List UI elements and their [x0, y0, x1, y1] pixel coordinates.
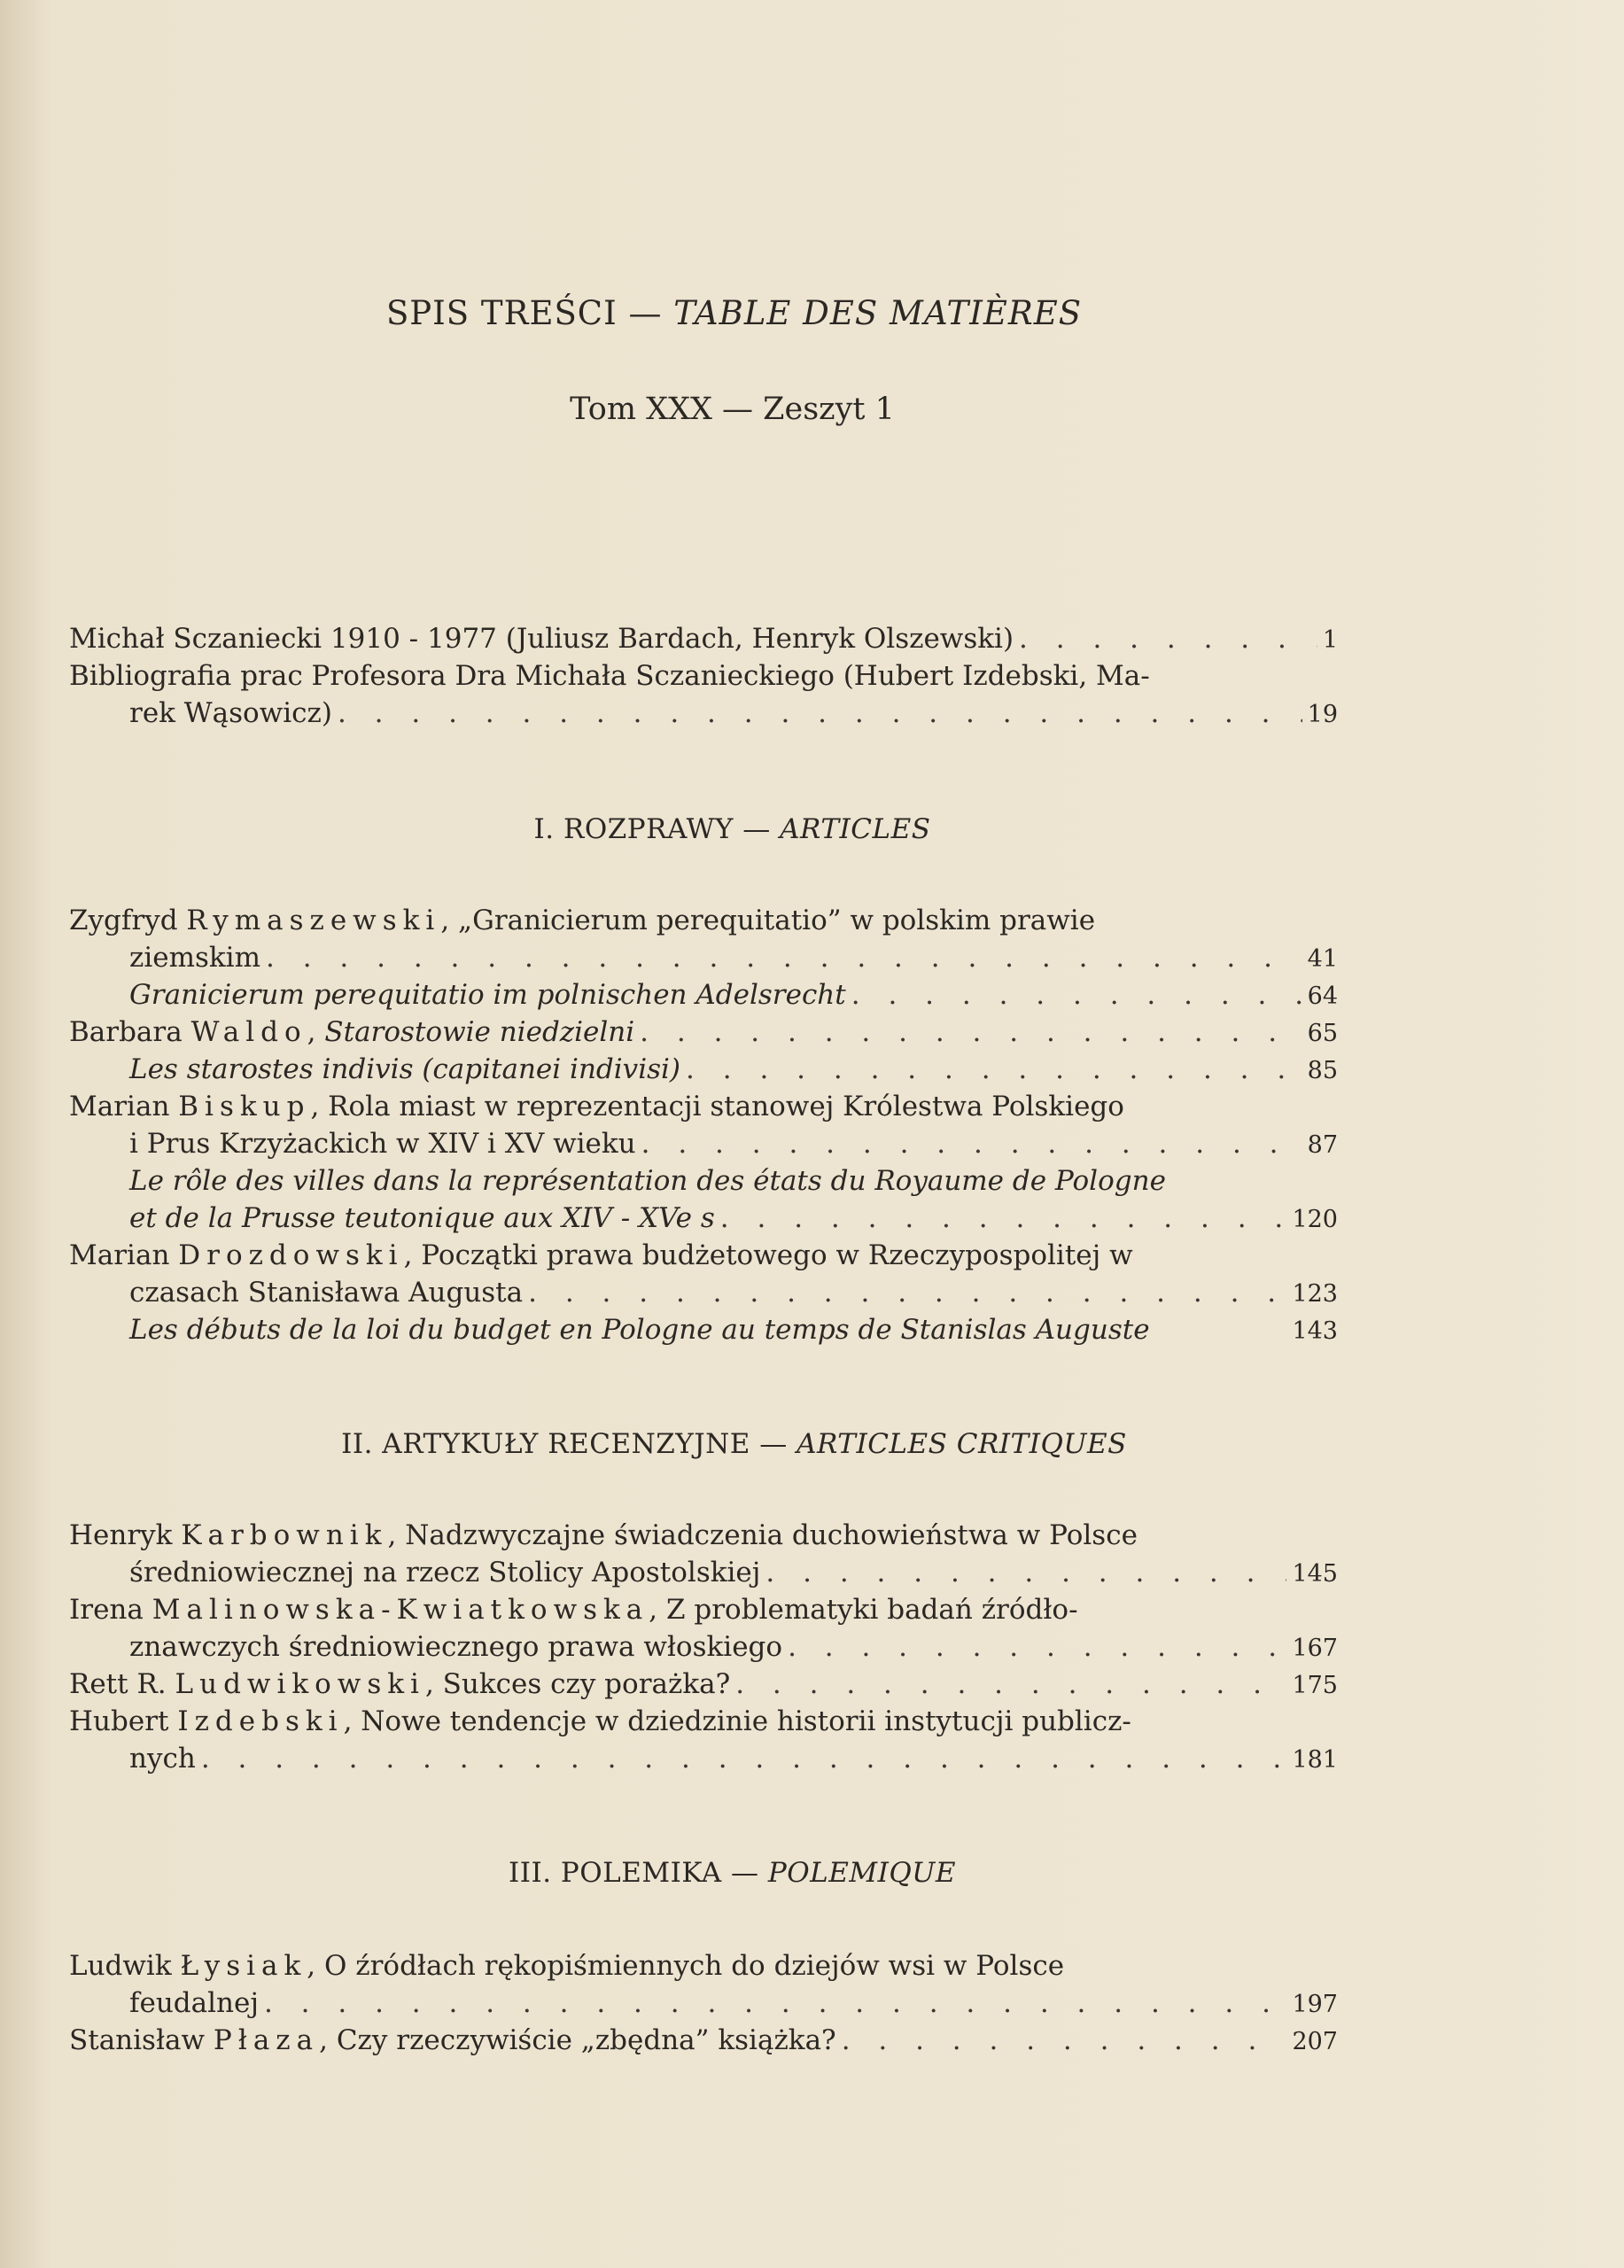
entry-title-continued: czasach Stanisława Augusta: [129, 1277, 524, 1309]
summary-title: Granicierum perequitatio im polnischen Adelsrecht: [129, 979, 846, 1011]
leader-dots: [686, 1051, 1302, 1088]
page-number: 167: [1292, 1635, 1338, 1662]
leader-dots: [528, 1274, 1286, 1311]
toc-entry: [69, 1517, 1338, 1591]
entry-title-continued: znawczych średniowiecznego prawa włoskiego: [129, 1631, 783, 1663]
section-polemika: [69, 1947, 1338, 2059]
leader-dots: [765, 1554, 1286, 1591]
leader-dots: [641, 1125, 1302, 1162]
entry-author: Barbara Waldo, Starostowie niedzielni: [69, 1016, 635, 1048]
entry-title-continued: feudalnej: [129, 1987, 259, 2019]
toc-entry: [69, 1088, 1338, 1162]
toc-summary: [69, 976, 1338, 1014]
leader-dots: [842, 2022, 1287, 2059]
section-heading-artykuly-recenzyjne: [0, 1428, 1546, 1460]
page-title-plain: SPIS TREŚCI —: [385, 294, 663, 332]
entry-title-continued: średniowiecznej na rzecz Stolicy Apostolskiej: [129, 1557, 761, 1588]
summary-title: Les débuts de la loi du budget en Pologne au temps de Stanislas Auguste: [129, 1314, 1150, 1346]
summary-title-continued: et de la Prusse teutonique aux XIV - XVe s: [129, 1202, 715, 1234]
entry-title: Michał Sczaniecki 1910 - 1977 (Juliusz Bardach, Henryk Olszewski): [69, 623, 1014, 655]
entry-author: Marian Biskup, Rola miast w reprezentacji stanowej Królestwa Polskiego: [69, 1091, 1124, 1122]
volume-heading: Tom XXX — Zeszyt 1: [570, 392, 895, 427]
page-number: 87: [1307, 1131, 1338, 1159]
entry-author: Irena Malinowska-Kwiatkowska, Z problematyki badań źródło-: [69, 1594, 1078, 1626]
section-heading-italic: ARTICLES: [780, 813, 931, 845]
page-number: 175: [1292, 1672, 1338, 1699]
toc-summary: [69, 1311, 1338, 1348]
toc-entry: [69, 2022, 1338, 2059]
toc-entry: [69, 1014, 1338, 1051]
entry-author: Henryk Karbownik, Nadzwyczajne świadczenia duchowieństwa w Polsce: [69, 1519, 1138, 1551]
page-title: [0, 294, 1546, 332]
page-number: 207: [1292, 2028, 1338, 2055]
entry-title: Bibliografia prac Profesora Dra Michała Sczanieckiego (Hubert Izdebski, Ma-: [69, 660, 1150, 692]
summary-title: Les starostes indivis (capitanei indivisi): [129, 1053, 681, 1085]
page-title-italic: TABLE DES MATIÈRES: [673, 294, 1083, 332]
page-number: 65: [1307, 1020, 1338, 1047]
leader-dots: [338, 695, 1302, 732]
entry-author: Marian Drozdowski, Początki prawa budżetowego w Rzeczypospolitej w: [69, 1239, 1133, 1271]
section-heading-italic: ARTICLES CRITIQUES: [796, 1428, 1127, 1460]
page-number: 64: [1307, 983, 1338, 1010]
entry-title-continued: ziemskim: [129, 942, 260, 974]
toc-entry: [69, 620, 1338, 657]
page-number: 85: [1307, 1057, 1338, 1084]
toc-entry: [69, 1237, 1338, 1311]
toc-entry: [69, 657, 1338, 732]
front-matter: [69, 620, 1338, 732]
entry-title-continued: rek Wąsowicz): [129, 697, 332, 729]
summary-title: Le rôle des villes dans la représentation des états du Royaume de Pologne: [129, 1165, 1166, 1197]
leader-dots: [720, 1200, 1287, 1237]
section-heading-plain: I. ROZPRAWY —: [533, 813, 771, 845]
section-heading-plain: II. ARTYKUŁY RECENZYJNE —: [341, 1428, 788, 1460]
entry-author: Ludwik Łysiak, O źródłach rękopiśmiennych do dziejów wsi w Polsce: [69, 1950, 1065, 1982]
toc-entry: [69, 902, 1338, 976]
leader-dots: [851, 976, 1302, 1014]
section-heading-rozprawy: [0, 813, 1544, 845]
entry-title-continued: nych: [129, 1743, 196, 1775]
entry-author: Rett R. Ludwikowski, Sukces czy porażka?: [69, 1668, 731, 1700]
page-number: 145: [1292, 1560, 1338, 1588]
section-heading-polemika: [0, 1857, 1544, 1889]
section-heading-plain: III. POLEMIKA —: [508, 1857, 759, 1889]
page-number: 19: [1307, 701, 1338, 728]
leader-dots: [788, 1628, 1286, 1666]
toc-entry: [69, 1947, 1338, 2022]
section-artykuly-recenzyjne: [69, 1517, 1338, 1777]
section-heading-italic: POLEMIQUE: [767, 1857, 957, 1889]
toc-summary: [69, 1051, 1338, 1088]
toc-entry: [69, 1666, 1338, 1703]
page-number: 120: [1292, 1206, 1338, 1233]
entry-author: Stanisław Płaza, Czy rzeczywiście „zbędna” książka?: [69, 2024, 836, 2056]
toc-summary: [69, 1162, 1338, 1237]
page-number: 143: [1292, 1317, 1338, 1345]
section-rozprawy: [69, 902, 1338, 1348]
page-number: 41: [1307, 945, 1338, 973]
leader-dots: [264, 1984, 1287, 2022]
leader-dots: [735, 1666, 1286, 1703]
leader-dots: [640, 1014, 1302, 1051]
page-number: 181: [1292, 1746, 1338, 1774]
leader-dots: [201, 1740, 1287, 1777]
entry-author: Zygfryd Rymaszewski, „Granicierum perequitatio” w polskim prawie: [69, 905, 1096, 936]
page-number: 197: [1292, 1991, 1338, 2018]
leader-dots: [1019, 620, 1317, 657]
toc-entry: [69, 1591, 1338, 1666]
leader-dots: [266, 939, 1302, 976]
entry-title-continued: i Prus Krzyżackich w XIV i XV wieku: [129, 1128, 636, 1160]
page-number: 1: [1322, 626, 1338, 654]
entry-author: Hubert Izdebski, Nowe tendencje w dziedzinie historii instytucji publicz-: [69, 1705, 1131, 1737]
toc-entry: [69, 1703, 1338, 1777]
page-number: 123: [1292, 1280, 1338, 1308]
